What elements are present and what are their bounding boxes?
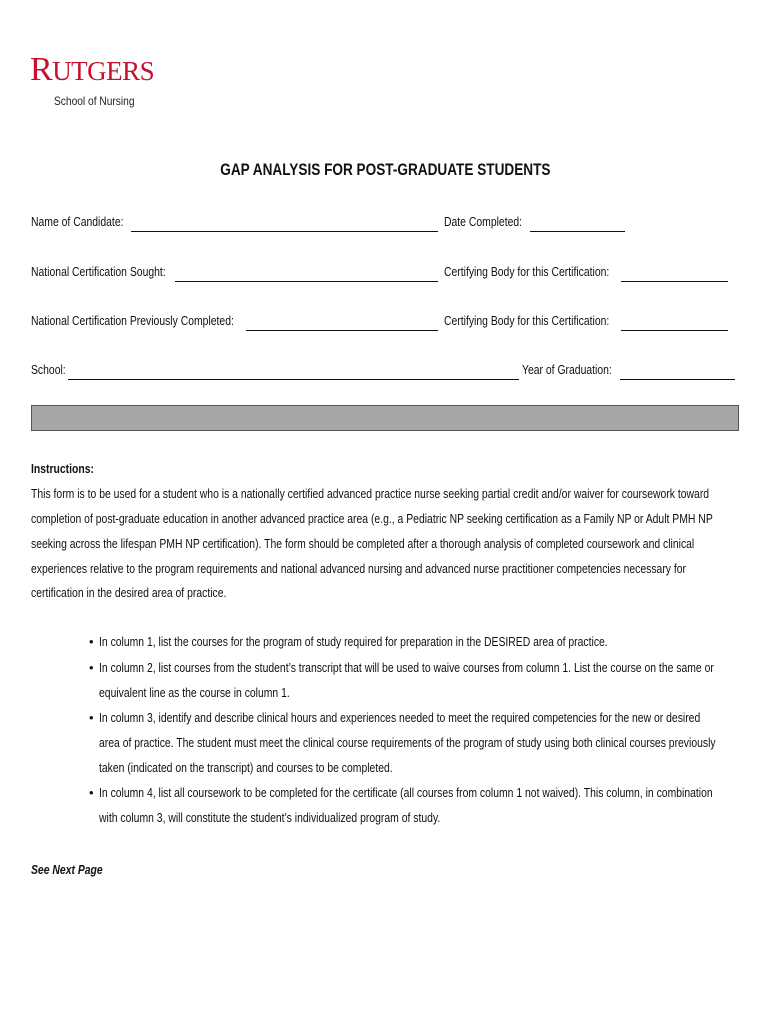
bullet-icon: • [89,634,94,649]
bullet-item-line: taken (indicated on the transcript) and courses to be completed. [99,760,393,775]
candidate-name-label: Name of Candidate: [31,214,124,229]
bullet-icon: • [89,785,94,800]
logo-wordmark-rest: UTGERS [52,56,155,86]
instructions-heading: Instructions: [31,461,94,476]
certifying-body-label-2: Certifying Body for this Certification: [444,313,610,328]
page-title [0,160,770,180]
rutgers-logo [30,51,155,116]
logo-subtitle: School of Nursing [54,94,135,108]
bullet-item-line: In column 3, identify and describe clinical hours and experiences needed to meet the required competencies for the new or desired [99,710,701,725]
bullet-icon: • [89,660,94,675]
year-graduation-label: Year of Graduation: [522,362,612,377]
year-graduation-field[interactable] [620,379,735,380]
section-divider-bar [31,405,739,431]
logo-wordmark [30,52,154,89]
certifying-body-label-1: Certifying Body for this Certification: [444,264,610,279]
bullet-item-line: In column 4, list all coursework to be completed for the certificate (all courses from column 1 not waived). This column, in combination [99,785,713,800]
school-label: School: [31,362,66,377]
school-field[interactable] [68,379,519,380]
date-completed-label: Date Completed: [444,214,523,229]
certification-sought-field[interactable] [175,281,438,282]
instructions-paragraph-line: experiences relative to the program requirements and national advanced nursing and advanced nurse practitioner competencies necessary for [31,561,687,576]
certification-previous-label: National Certification Previously Completed: [31,313,234,328]
certification-previous-field[interactable] [246,330,438,331]
candidate-name-field[interactable] [131,231,438,232]
instructions-paragraph-line: seeking across the lifespan PMH NP certification). The form should be completed after a thorough analysis of completed coursework and clinical [31,536,695,551]
instructions-paragraph-line: This form is to be used for a student who is a nationally certified advanced practice nurse seeking partial credit and/or waiver for coursework toward [31,486,710,501]
certification-sought-label: National Certification Sought: [31,264,166,279]
certifying-body-field-1[interactable] [621,281,728,282]
bullet-item-line: with column 3, will constitute the student’s individualized program of study. [99,810,441,825]
bullet-item-line: area of practice. The student must meet the clinical course requirements of the program of study using both clinical courses previously [99,735,716,750]
bullet-icon: • [89,710,94,725]
logo-wordmark-initial: R [30,51,53,88]
instructions-paragraph-line: certification in the desired area of practice. [31,585,227,600]
date-completed-field[interactable] [530,231,625,232]
bullet-item-line: equivalent line as the course in column 1. [99,685,290,700]
see-next-page-note: See Next Page [31,862,103,877]
certifying-body-field-2[interactable] [621,330,728,331]
instructions-paragraph-line: completion of post-graduate education in another advanced practice area (e.g., a Pediatric NP seeking certification as a Family NP or Adult PMH NP [31,511,713,526]
bullet-item-line: In column 2, list courses from the student’s transcript that will be used to waive courses from column 1. List the course on the same or [99,660,714,675]
bullet-item-line: In column 1, list the courses for the program of study required for preparation in the DESIRED area of practice. [99,634,608,649]
page-title-text: GAP ANALYSIS FOR POST-GRADUATE STUDENTS [219,160,551,179]
